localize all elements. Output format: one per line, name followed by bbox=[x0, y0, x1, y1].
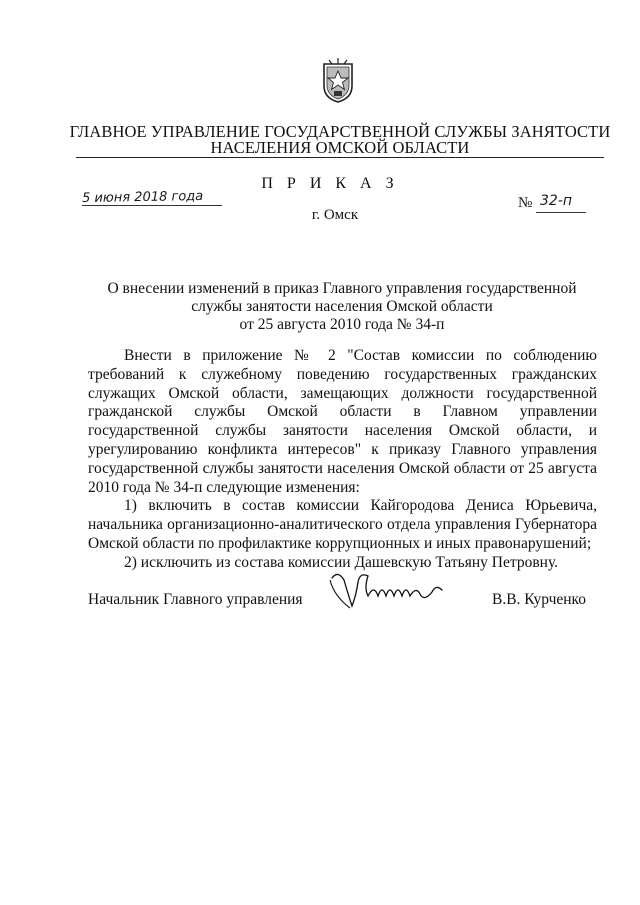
order-city: г. Омск bbox=[311, 207, 359, 223]
body-paragraph: Внести в приложение № 2 "Состав комиссии по соблюдению требований к служебному поведению государственных гражданских служащих Омской области, замещающих должности государственной гражданской службы Омской области в Главном управлении государственной службы занятости населения Омской области, и урегулированию конфликта интересов" к приказу Главного управления государственной службы занятости населения Омской области от 25 августа 2010 года № 34-п следующие изменения: bbox=[88, 347, 597, 496]
subject-line2: службы занятости населения Омской области bbox=[191, 298, 493, 315]
subject-line3: от 25 августа 2010 года № 34-п bbox=[239, 316, 445, 333]
body-item-1: 1) включить в состав комиссии Кайгородова Дениса Юрьевича, начальника организационно-аналитического отдела управления Губернатора Омской области по профилактике коррупционных и иных правонарушений; bbox=[88, 497, 597, 552]
order-subject bbox=[86, 280, 598, 334]
subject-line1: О внесении изменений в приказ Главного управления государственной bbox=[107, 280, 577, 297]
coat-of-arms-icon bbox=[321, 58, 355, 104]
order-date-handwritten: 5 июня 2018 года bbox=[81, 188, 204, 207]
order-body bbox=[88, 347, 597, 573]
organization-name-line2: НАСЕЛЕНИЯ ОМСКОЙ ОБЛАСТИ bbox=[210, 138, 470, 157]
signatory-role: Начальник Главного управления bbox=[88, 591, 303, 608]
order-number-handwritten: 32-п bbox=[540, 193, 573, 209]
header-divider bbox=[76, 157, 604, 158]
order-number-label: № bbox=[518, 195, 533, 211]
body-item-2: 2) исключить из состава комиссии Дашевскую Татьяну Петровну. bbox=[124, 553, 559, 571]
handwritten-signature-icon bbox=[328, 566, 468, 616]
date-underline bbox=[82, 205, 222, 206]
signatory-name: В.В. Курченко bbox=[492, 591, 587, 608]
organization-name-line1: ГЛАВНОЕ УПРАВЛЕНИЕ ГОСУДАРСТВЕННОЙ СЛУЖБЫ ЗАНЯТОСТИ bbox=[69, 122, 611, 141]
document-type-title: П Р И К А З bbox=[261, 175, 399, 192]
